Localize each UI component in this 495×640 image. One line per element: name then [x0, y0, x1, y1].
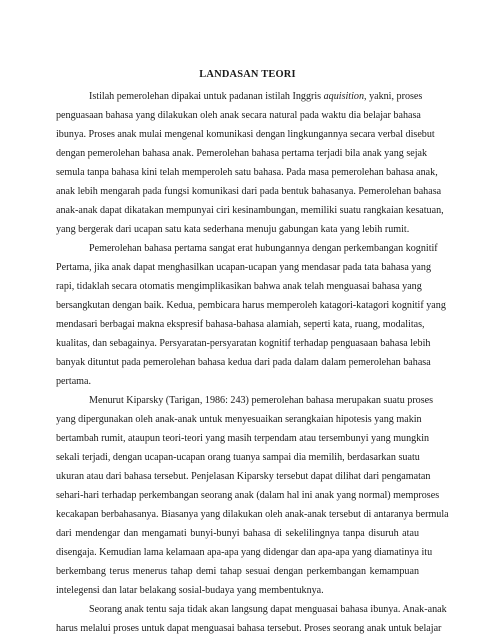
paragraph-line: yang dipergunakan oleh anak-anak untuk menyesuaikan serangkaian hipotesis yang makin: [56, 414, 422, 425]
paragraph-line: semula tanpa bahasa kini telah memperoleh satu bahasa. Pada masa pemerolehan bahasa anak,: [56, 167, 438, 178]
paragraph-line: banyak dituntut pada pemerolehan bahasa kedua dari pada dalam dalam pemerolehan bahasa: [56, 357, 431, 368]
paragraph-line: dengan pemerolehan bahasa anak. Pemerolehan bahasa pertama terjadi bila anak yang sejak: [56, 148, 428, 159]
paragraph-line: ukuran atau dari bahasa tersebut. Penjelasan Kiparsky tersebut dapat dilihat dari pengamatan: [56, 471, 431, 482]
paragraph-line: harus melalui proses untuk dapat menguasai bahasa tersebut. Proses seorang anak untuk belajar: [56, 623, 442, 634]
paragraph-line: [89, 91, 423, 103]
paragraph-line: bersangkutan dengan baik. Kedua, pembicara harus memperoleh katagori-katagori kognitif yang: [56, 300, 446, 311]
paragraph-line: kualitas, dan sebagainya. Persyaratan-persyaratan kognitif terhadap penguasaan bahasa lebih: [56, 338, 431, 349]
paragraph-line: bertambah rumit, ataupun teori-teori yang masih terpendam atau tersembunyi yang mungkin: [56, 433, 430, 444]
paragraph-line: sekali terjadi, dengan ucapan-ucapan orang tuanya sampai dia memilih, berdasarkan suatu: [56, 452, 420, 463]
paragraph-line: anak-anak dapat dikatakan mempunyai ciri kesinambungan, memiliki suatu rangkaian kesatuan,: [56, 205, 444, 216]
italic-term: aquisition: [323, 91, 365, 102]
paragraph-line: ibunya. Proses anak mulai mengenal komunikasi dengan lingkungannya secara verbal disebut: [56, 129, 435, 140]
line-text: Istilah pemerolehan dipakai untuk padanan istilah Inggris aquisition, yakni, proses: [89, 91, 423, 102]
paragraph-line: dari mendengar dan mengamati bunyi-bunyi bahasa di sekelilingnya tanpa disuruh atau: [56, 528, 419, 539]
paragraph-line: Pertama, jika anak dapat menghasilkan ucapan-ucapan yang mendasar pada tata bahasa yang: [56, 262, 431, 273]
paragraph-line: Menurut Kiparsky (Tarigan, 1986: 243) pemerolehan bahasa merupakan suatu proses: [89, 395, 434, 406]
paragraph-line: kecakapan berbahasanya. Biasanya yang dilakukan oleh anak-anak tersebut di antaranya bermula: [56, 509, 449, 520]
paragraph-line: penguasaan bahasa yang dilakukan oleh anak secara natural pada waktu dia belajar bahasa: [56, 110, 421, 121]
paragraph-line: yang bergerak dari ucapan satu kata sederhana menuju gabungan kata yang lebih rumit.: [56, 224, 410, 235]
paragraph-line: berkembang terus menerus tahap demi tahap sesuai dengan perkembangan kemampuan: [56, 566, 419, 577]
paragraph-line: rapi, tidaklah secara otomatis mengimplikasikan bahwa anak telah menguasai bahasa yang: [56, 281, 422, 292]
page-title: LANDASAN TEORI: [199, 69, 296, 80]
paragraph-line: mendasari berbagai makna ekspresif bahasa-bahasa alamiah, seperti kata, ruang, modalitas,: [56, 319, 425, 330]
paragraph-line: Seorang anak tentu saja tidak akan langsung dapat menguasai bahasa ibunya. Anak-anak: [89, 604, 447, 615]
paragraph-line: pertama.: [56, 376, 92, 387]
paragraph-line: sehari-hari terhadap perkembangan seorang anak (dalam hal ini anak yang normal) memproses: [56, 490, 440, 501]
paragraph-line: disengaja. Kemudian lama kelamaan apa-apa yang didengar dan apa-apa yang diamatinya itu: [56, 547, 433, 558]
paragraph-line: anak lebih mengarah pada fungsi komunikasi dari pada bentuk bahasanya. Pemerolehan bahasa: [56, 186, 442, 197]
paragraph-line: Pemerolehan bahasa pertama sangat erat hubungannya dengan perkembangan kognitif: [89, 243, 438, 254]
paragraph-line: intelegensi dan latar belakang sosial-budaya yang membentuknya.: [56, 585, 324, 596]
